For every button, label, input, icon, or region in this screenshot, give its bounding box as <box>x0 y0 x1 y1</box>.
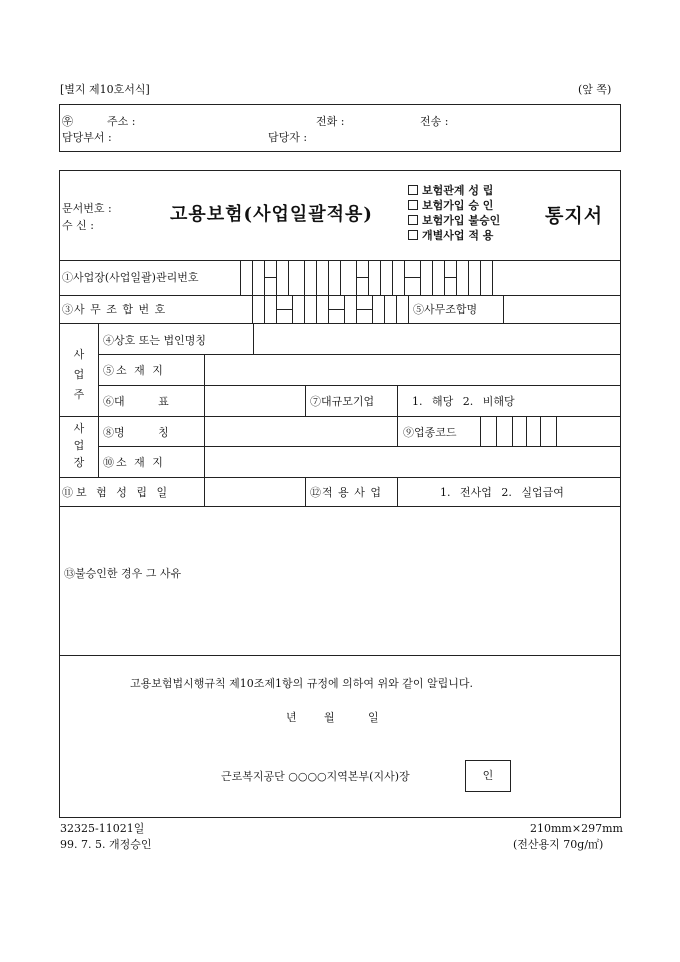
date-month-label: 월 <box>324 711 335 724</box>
option-individual-business: 개별사업 적 용 <box>408 230 493 242</box>
workplace-address-label: ⑩소 재 지 <box>103 456 165 469</box>
applied-business-options: 1. 전사업 2. 실업급여 <box>440 486 564 499</box>
form-number-label: [별지 제10호서식] <box>60 83 150 96</box>
checkbox-icon <box>408 200 418 210</box>
industry-code-label: ⑨업종코드 <box>403 426 457 439</box>
front-side-label: (앞 쪽) <box>578 83 612 96</box>
notice-statement: 고용보험법시행규칙 제10조제1항의 규정에 의하여 위와 같이 알립니다. <box>130 677 473 690</box>
business-name-label: ④상호 또는 법인명칭 <box>103 334 207 347</box>
notice-suffix: 통지서 <box>545 205 604 227</box>
issuer-name: 근로복지공단 ○○○○지역본부(지사)장 <box>221 770 410 783</box>
checkbox-icon <box>408 215 418 225</box>
checkbox-icon <box>408 185 418 195</box>
office-association-number-label: ③사 무 조 합 번 호 <box>62 303 167 316</box>
employer-address-label: ⑤소 재 지 <box>103 364 165 377</box>
officer-label: 담당자 : <box>268 131 308 144</box>
recipient-label: 수 신 : <box>62 219 94 232</box>
seal-box: 인 <box>465 760 511 792</box>
date-day-label: 일 <box>368 711 379 724</box>
large-company-label: ⑦대규모기업 <box>310 395 375 408</box>
postal-mark-icon: ㉾ <box>62 115 73 128</box>
date-year-label: 년 <box>286 711 297 724</box>
fax-label: 전송 : <box>420 115 449 128</box>
address-label: 주소 : <box>107 115 136 128</box>
management-number-label: ①사업장(사업일괄)관리번호 <box>62 271 199 284</box>
department-label: 담당부서 : <box>62 131 112 144</box>
approval-date: 99. 7. 5. 개정승인 <box>60 838 152 851</box>
large-company-options: 1. 해당 2. 비해당 <box>412 395 515 408</box>
representative-label: ⑥대 표 <box>103 395 169 408</box>
employer-group-label: 사업주 <box>73 348 85 401</box>
office-association-name-label: ⑤사무조합명 <box>413 303 478 316</box>
rejection-reason-label: ⑬불승인한 경우 그 사유 <box>64 567 182 580</box>
insurance-established-date-label: ⑪보 험 성 립 일 <box>62 486 171 499</box>
checkbox-icon <box>408 230 418 240</box>
applied-business-label: ⑫적 용 사 업 <box>310 486 382 499</box>
option-insurance-rejected: 보험가입 불승인 <box>408 215 500 227</box>
form-code: 32325-11021일 <box>60 822 145 835</box>
paper-size: 210mm×297mm <box>530 822 623 835</box>
sender-info-box <box>59 104 621 152</box>
workplace-group-label: 사업장 <box>73 422 85 469</box>
notice-title: 고용보험(사업일괄적용) <box>170 204 373 225</box>
workplace-name-label: ⑧명 칭 <box>103 426 169 439</box>
option-insurance-approved: 보험가입 승 인 <box>408 200 493 212</box>
option-insurance-established: 보험관계 성 립 <box>408 185 493 197</box>
document-number-label: 문서번호 : <box>62 202 112 215</box>
paper-spec: (전산용지 70g/㎡) <box>513 838 604 851</box>
phone-label: 전화 : <box>316 115 345 128</box>
